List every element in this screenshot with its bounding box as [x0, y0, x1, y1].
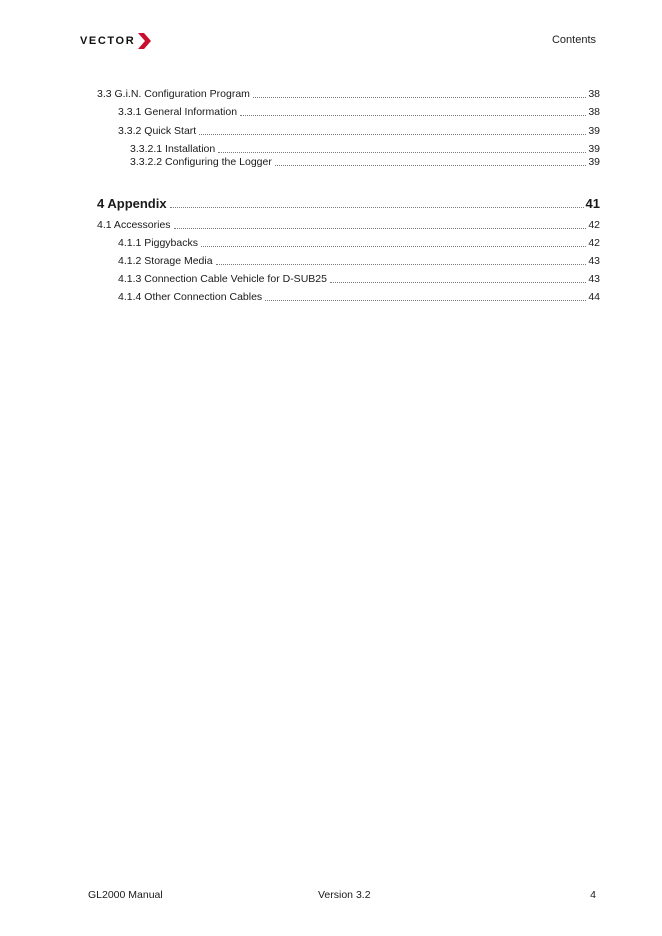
toc-entry-label: 3.3.2.2 Configuring the Logger: [130, 156, 272, 168]
toc-entry[interactable]: [118, 104, 600, 118]
toc-entry[interactable]: [118, 123, 600, 137]
toc-leader: [170, 207, 584, 208]
toc-entry-label: 3.3 G.i.N. Configuration Program: [97, 88, 250, 100]
toc-entry-label: 4 Appendix: [97, 196, 167, 211]
toc-entry[interactable]: [118, 271, 600, 285]
toc-entry-page: 41: [585, 196, 600, 211]
toc-chapter-entry[interactable]: [97, 193, 600, 211]
toc-leader: [275, 165, 586, 166]
toc-entry[interactable]: [97, 86, 600, 100]
toc-entry-page: 42: [588, 219, 600, 231]
toc-leader: [240, 115, 586, 116]
toc-entry-page: 44: [588, 291, 600, 303]
header-section-title: Contents: [551, 34, 596, 46]
toc-entry-page: 39: [588, 156, 600, 168]
toc-entry-label: 3.3.2.1 Installation: [130, 143, 216, 155]
footer-page-number: 4: [590, 889, 596, 901]
toc-entry[interactable]: [118, 235, 600, 249]
toc-leader: [174, 228, 587, 229]
toc-entry[interactable]: [130, 141, 600, 155]
toc-leader: [201, 246, 586, 247]
vector-logo: [80, 33, 151, 49]
toc-entry-page: 38: [588, 106, 600, 118]
toc-entry[interactable]: [118, 253, 600, 267]
toc-entry-label: 4.1 Accessories: [97, 219, 171, 231]
toc-leader: [216, 264, 587, 265]
toc-entry-page: 43: [588, 273, 600, 285]
toc-leader: [253, 97, 586, 98]
toc-leader: [330, 282, 586, 283]
toc-entry[interactable]: [97, 217, 600, 231]
logo-text: VECTOR: [80, 35, 136, 47]
toc-entry-label: 4.1.3 Connection Cable Vehicle for D-SUB25: [118, 273, 327, 285]
footer-manual-name: GL2000 Manual: [88, 889, 163, 901]
toc-entry-page: 42: [588, 237, 600, 249]
toc-entry-page: 43: [588, 255, 600, 267]
toc-entry-label: 3.3.2 Quick Start: [118, 125, 197, 137]
toc-leader: [265, 300, 586, 301]
toc-entry[interactable]: [130, 154, 600, 168]
toc-entry-label: 3.3.1 General Information: [118, 106, 238, 118]
toc-entry-label: 4.1.4 Other Connection Cables: [118, 291, 263, 303]
footer-version: Version 3.2: [318, 889, 371, 901]
page-header: [0, 0, 662, 60]
toc-leader: [218, 152, 586, 153]
toc-entry-label: 4.1.1 Piggybacks: [118, 237, 198, 249]
toc-entry-label: 4.1.2 Storage Media: [118, 255, 213, 267]
toc-entry-page: 39: [588, 143, 600, 155]
chevron-right-icon: [137, 33, 151, 49]
toc-leader: [199, 134, 586, 135]
toc-entry[interactable]: [118, 289, 600, 303]
page-footer: [0, 889, 662, 905]
toc-entry-page: 38: [588, 88, 600, 100]
toc-entry-page: 39: [588, 125, 600, 137]
